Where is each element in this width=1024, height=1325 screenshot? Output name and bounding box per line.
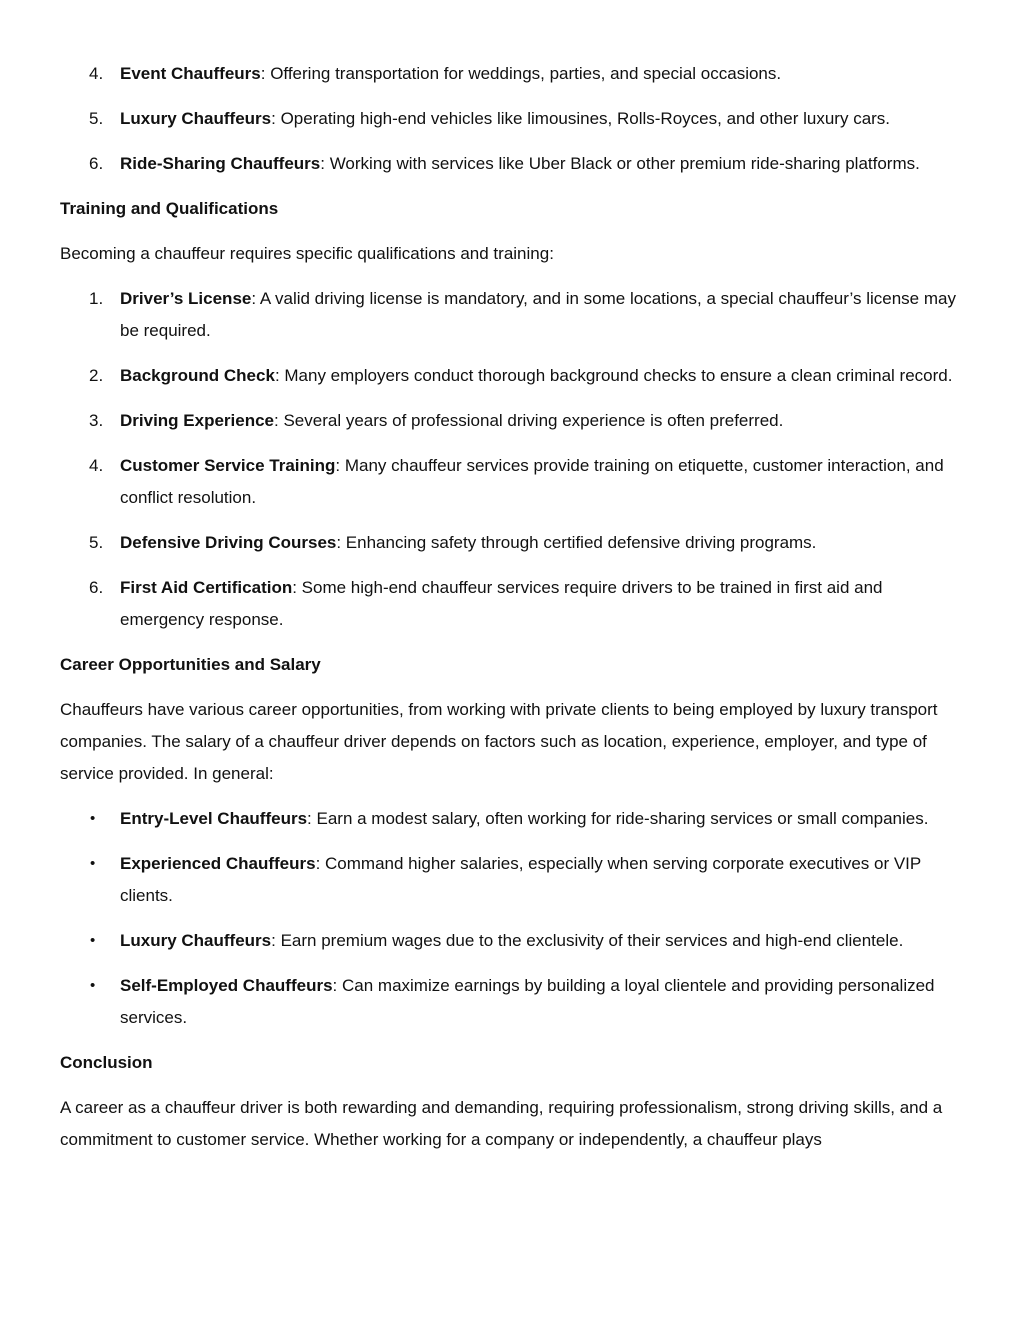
list-item xyxy=(60,527,970,559)
list-item xyxy=(60,450,970,514)
list-number: 5. xyxy=(89,109,104,128)
list-number: 5. xyxy=(89,533,104,552)
list-description: : Many employers conduct thorough background checks to ensure a clean criminal record. xyxy=(274,366,953,385)
list-description: : Several years of professional driving experience is often preferred. xyxy=(274,411,784,430)
bullet-icon: • xyxy=(90,855,96,872)
list-term: Event Chauffeurs xyxy=(120,64,261,83)
list-number: 2. xyxy=(89,366,104,385)
list-item xyxy=(60,103,970,135)
list-description: : Earn a modest salary, often working for ride-sharing services or small companies. xyxy=(307,809,929,828)
list-item xyxy=(60,970,970,1034)
chauffeur-types-list xyxy=(60,58,970,180)
list-term: Driver’s License xyxy=(120,289,252,308)
list-description: : Many chauffeur services provide training on etiquette, customer interaction, and conflict resolution. xyxy=(120,456,944,507)
list-term: Background Check xyxy=(120,366,275,385)
list-number: 1. xyxy=(89,289,104,308)
list-number: 3. xyxy=(89,411,104,430)
list-description: : Command higher salaries, especially when serving corporate executives or VIP clients. xyxy=(120,854,921,905)
list-term: Driving Experience xyxy=(120,411,275,430)
career-intro: Chauffeurs have various career opportunities, from working with private clients to being employed by luxury transport companies. The salary of a chauffeur driver depends on factors such as location, experience, employer, and type of service provided. In general: xyxy=(60,700,938,783)
list-description: : Enhancing safety through certified defensive driving programs. xyxy=(336,533,817,552)
list-number: 4. xyxy=(89,64,104,83)
list-term: Entry-Level Chauffeurs xyxy=(120,809,308,828)
list-number: 6. xyxy=(89,578,104,597)
list-item xyxy=(60,572,970,636)
list-item xyxy=(60,405,970,437)
list-item xyxy=(60,283,970,347)
list-item xyxy=(60,803,970,835)
list-item xyxy=(60,148,970,180)
list-term: Ride-Sharing Chauffeurs xyxy=(120,154,321,173)
list-term: Self-Employed Chauffeurs xyxy=(120,976,333,995)
bullet-icon: • xyxy=(90,977,96,994)
bullet-icon: • xyxy=(90,810,96,827)
list-term: First Aid Certification xyxy=(120,578,293,597)
training-heading: Training and Qualifications xyxy=(60,199,279,218)
list-number: 6. xyxy=(89,154,104,173)
training-intro: Becoming a chauffeur requires specific qualifications and training: xyxy=(60,244,554,263)
list-description: : Some high-end chauffeur services require drivers to be trained in first aid and emergency response. xyxy=(120,578,883,629)
list-item xyxy=(60,360,970,392)
salary-list xyxy=(60,803,970,1034)
list-term: Customer Service Training xyxy=(120,456,336,475)
training-list xyxy=(60,283,970,636)
list-description: : Working with services like Uber Black or other premium ride-sharing platforms. xyxy=(320,154,920,173)
list-number: 4. xyxy=(89,456,104,475)
career-heading: Career Opportunities and Salary xyxy=(60,655,321,674)
list-description: : Can maximize earnings by building a loyal clientele and providing personalized services. xyxy=(120,976,935,1027)
list-term: Defensive Driving Courses xyxy=(120,533,337,552)
conclusion-heading: Conclusion xyxy=(60,1053,153,1072)
list-item xyxy=(60,925,970,957)
list-item xyxy=(60,848,970,912)
bullet-icon: • xyxy=(90,932,96,949)
list-term: Luxury Chauffeurs xyxy=(120,931,272,950)
list-description: : Earn premium wages due to the exclusivity of their services and high-end clientele. xyxy=(271,931,904,950)
list-description: : Offering transportation for weddings, parties, and special occasions. xyxy=(260,64,782,83)
list-item xyxy=(60,58,970,90)
conclusion-text: A career as a chauffeur driver is both rewarding and demanding, requiring professionalism, strong driving skills, and a commitment to customer service. Whether working for a company or independently, a chauffeur plays xyxy=(60,1098,943,1149)
document-content xyxy=(60,58,970,1169)
list-term: Luxury Chauffeurs xyxy=(120,109,272,128)
list-description: : A valid driving license is mandatory, and in some locations, a special chauffeur’s license may be required. xyxy=(120,289,956,340)
list-description: : Operating high-end vehicles like limousines, Rolls-Royces, and other luxury cars. xyxy=(271,109,891,128)
list-term: Experienced Chauffeurs xyxy=(120,854,316,873)
